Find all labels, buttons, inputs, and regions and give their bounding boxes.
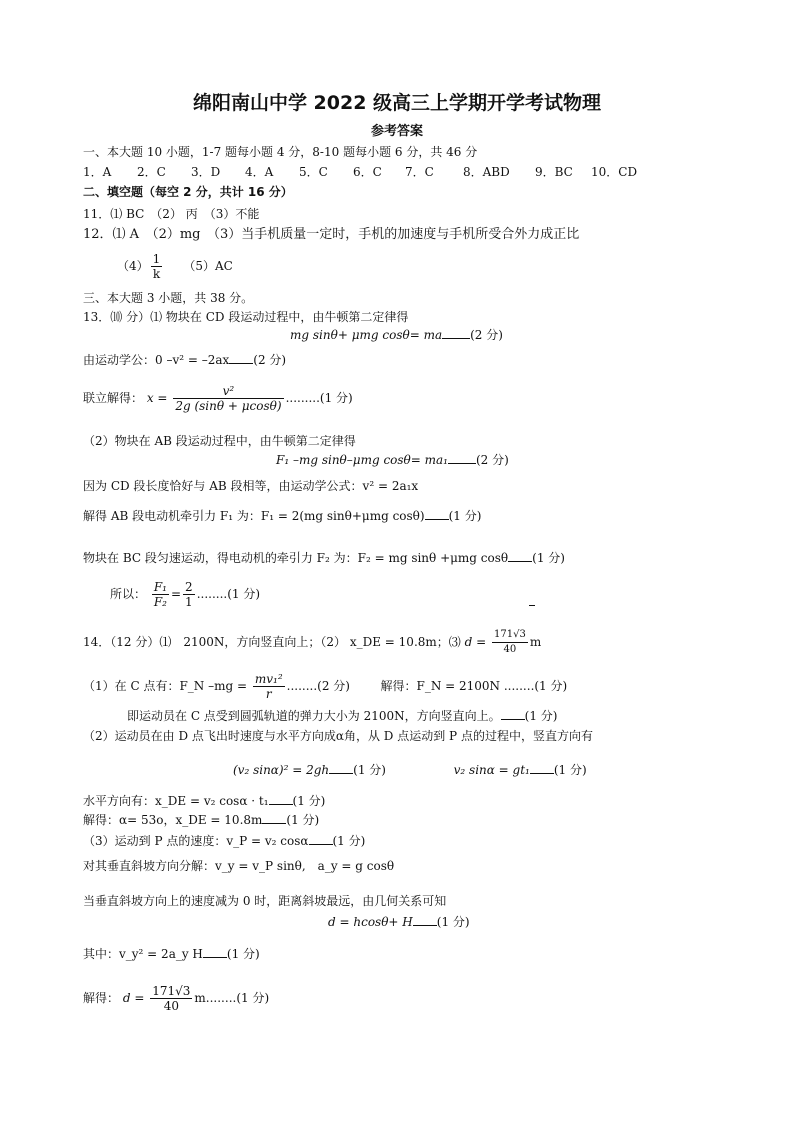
- q14-line8: （3）运动到 P 点的速度：v_P = v₂ cosα (1 分): [83, 834, 366, 848]
- answer-6: 6．C: [353, 165, 382, 179]
- q14-line1: 14．（12 分）⑴ 2100N，方向竖直向上；（2） x_DE = 10.8m；⑶ d = $\frac{171√3}{40}$ m: [83, 629, 542, 655]
- answer-7: 7．C: [405, 165, 434, 179]
- answer-10: 10．CD: [591, 165, 638, 179]
- section1-heading: 一、本大题 10 小题，1-7 题每小题 4 分，8-10 题每小题 6 分，共 46 分: [83, 145, 478, 159]
- q12-answer: 12．⑴ A （2）mg （3）当手机质量一定时，手机的加速度与手机所受合外力成正比: [83, 227, 580, 242]
- fraction-2-over-1: $\frac{2}{1}$: [185, 580, 193, 609]
- page-subtitle: 参考答案: [370, 124, 423, 139]
- answer-2: 2．C: [137, 165, 166, 179]
- q13-line9: 物块在 BC 段匀速运动，得电动机的牵引力 F₂ 为：F₂ = mg sinθ +μmg cosθ (1 分): [83, 551, 565, 565]
- q11-answer: 11．⑴ BC （2） 丙 （3）不能: [83, 207, 260, 221]
- q13-line3: 由运动学公：0 –v² = –2ax (2 分): [83, 353, 287, 367]
- section3-heading: 三、本大题 3 小题，共 38 分。: [83, 291, 254, 305]
- q13-line7: 因为 CD 段长度恰好与 AB 段相等，由运动学公式：v² = 2a₁x: [83, 479, 419, 493]
- answer-9: 9．BC: [535, 165, 573, 179]
- stray-dash-mark: [529, 605, 535, 606]
- q14-line7: 解得：α= 53o，x_DE = 10.8m (1 分): [83, 813, 320, 827]
- q13-line5: （2）物块在 AB 段运动过程中，由牛顿第二定律得: [83, 434, 356, 448]
- q14-line10: 当垂直斜坡方向上的速度减为 0 时，距离斜坡最远，由几何关系可知: [83, 894, 447, 908]
- fraction-F1-F2: $\frac{\text{F₁}}{\text{F₂}}$: [153, 580, 167, 609]
- answer-4: 4．A: [245, 165, 274, 179]
- q13-line1: 13．⑽ 分）⑴ 物块在 CD 段运动过程中，由牛顿第二定律得: [83, 310, 409, 324]
- page-title: 绵阳南山中学 2022 级高三上学期开学考试物理: [192, 92, 602, 114]
- q13-line10: 所以： $\frac{\text{F₁}}{\text{F₂}}$ = $\frac{2}{1}$ ........(1 分): [110, 580, 261, 609]
- section1-answers: [83, 164, 645, 180]
- q13-line6: F₁ –mg sinθ–μmg cosθ= ma₁ (2 分): [276, 453, 509, 467]
- q14-line9: 对其垂直斜坡方向分解：v_y = v_P sinθ, a_y = g cosθ: [83, 859, 395, 873]
- fraction-mv-over-r: $\frac{\text{mv₁²}}{r}$: [254, 672, 283, 701]
- q14-line6: 水平方向有：x_DE = v₂ cosα · t₁ (1 分): [83, 794, 326, 808]
- q14-line12: 其中：v_y² = 2a_y H (1 分): [83, 947, 260, 961]
- q12-answer-line2: （4） $\frac{1}{k}$ （5）AC: [117, 252, 233, 281]
- fraction-d-value: $\frac{171√3}{40}$: [494, 629, 526, 655]
- fraction-1-over-k: $\frac{1}{k}$: [152, 252, 161, 281]
- fraction-d-final: $\frac{171√3}{40}$: [152, 984, 191, 1013]
- q13-line8: 解得 AB 段电动机牵引力 F₁ 为：F₁ = 2(mg sinθ+μmg cosθ) (1 分): [83, 509, 482, 523]
- answer-3: 3．D: [191, 165, 221, 179]
- fraction-x-solution: $\frac{\text{v²}}{2g (\sin\theta + \mu\cos\theta)}$: [175, 384, 282, 413]
- q14-line4: （2）运动员在由 D 点飞出时速度与水平方向成α角，从 D 点运动到 P 点的过程中，竖直方向有: [83, 729, 593, 743]
- answer-1: 1．A: [83, 165, 112, 179]
- answer-8: 8．ABD: [463, 165, 510, 179]
- section2-heading: 二、填空题（每空 2 分，共计 16 分）: [83, 185, 293, 199]
- q14-line3: 即运动员在 C 点受到圆弧轨道的弹力大小为 2100N，方向竖直向上。 (1 分): [127, 709, 558, 723]
- q14-line11: d = hcosθ+ H (1 分): [328, 915, 470, 929]
- q14-line2: （1）在 C 点有：F_N –mg = $\frac{\text{mv₁²}}{r}$ ........(2 分) 解得：F_N = 2100N ........(1 分): [83, 672, 568, 701]
- q14-line5: (v₂ sinα)² = 2gh (1 分) v₂ sinα = gt₁ (1 分): [233, 763, 587, 777]
- q13-line4: 联立解得： x = $\frac{\text{v²}}{2g (\sin\theta + \mu\cos\theta)}$ .........(1 分): [83, 384, 353, 413]
- q14-line13: 解得： d = $\frac{171√3}{40}$ m........(1 分): [83, 984, 270, 1013]
- q13-line2: mg sinθ+ μmg cosθ= ma (2 分): [290, 328, 503, 342]
- answer-5: 5．C: [299, 165, 328, 179]
